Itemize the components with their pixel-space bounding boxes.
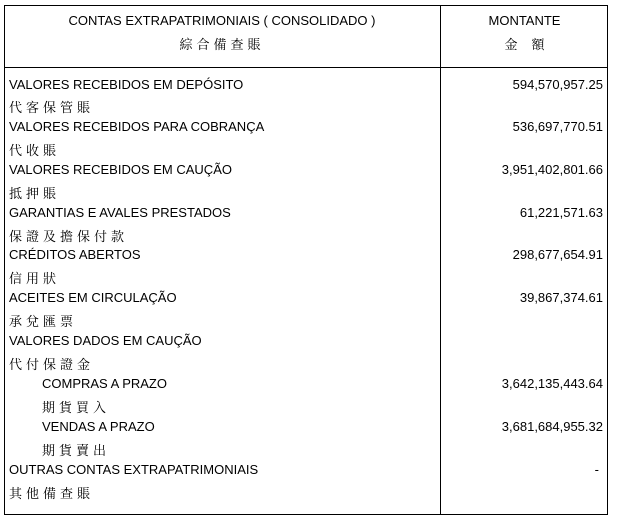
header-amount [441,13,608,53]
column-divider [440,5,441,515]
row-amount: 3,951,402,801.66 [501,162,603,177]
header-amount-pt: MONTANTE [488,13,561,28]
header-accounts-pt: CONTAS EXTRAPATRIMONIAIS ( CONSOLIDADO ) [68,13,376,28]
row-amount: 61,221,571.63 [519,205,603,220]
row-label-pt: COMPRAS A PRAZO [42,376,167,391]
row-label-pt: VALORES RECEBIDOS EM DEPÓSITO [9,77,244,92]
header-amount-zh: 金額 [504,37,559,52]
row-label-pt: VALORES RECEBIDOS PARA COBRANÇA [9,119,265,134]
row-label-zh: 承兌匯票 [9,314,78,329]
row-amount: - [594,462,599,477]
row-amount: 3,681,684,955.32 [501,419,603,434]
header-accounts-zh: 綜合備查賬 [179,37,265,52]
row-label-zh: 代收賬 [9,143,61,158]
row-label-pt: VENDAS A PRAZO [42,419,155,434]
row-amount: 39,867,374.61 [519,290,603,305]
row-label-pt: GARANTIAS E AVALES PRESTADOS [9,205,231,220]
row-amount: 3,642,135,443.64 [501,376,603,391]
row-amount: 536,697,770.51 [512,119,603,134]
row-label-pt: VALORES DADOS EM CAUÇÃO [9,333,202,348]
row-amount: 298,677,654.91 [512,247,603,262]
row-label-zh: 期貨買入 [42,400,111,415]
row-label-zh: 代付保證金 [9,357,95,372]
row-label-zh: 信用狀 [9,271,61,286]
header-divider [4,67,608,68]
row-label-zh: 抵押賬 [9,186,61,201]
row-label-zh: 其他備查賬 [9,486,95,501]
row-label-zh: 保證及擔保付款 [9,229,129,244]
row-label-pt: OUTRAS CONTAS EXTRAPATRIMONIAIS [9,462,259,477]
header-accounts [4,13,440,53]
row-label-zh: 期貨賣出 [42,443,111,458]
row-label-zh: 代客保管賬 [9,100,95,115]
row-label-pt: VALORES RECEBIDOS EM CAUÇÃO [9,162,232,177]
row-label-pt: CRÉDITOS ABERTOS [9,247,141,262]
row-label-pt: ACEITES EM CIRCULAÇÃO [9,290,177,305]
row-amount: 594,570,957.25 [512,77,603,92]
